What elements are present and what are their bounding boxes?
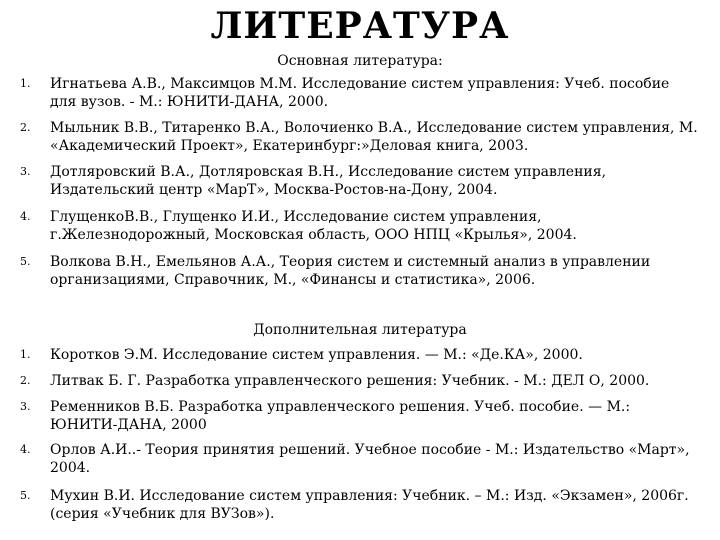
item-number: 1. bbox=[20, 348, 31, 361]
item-number: 4. bbox=[20, 443, 31, 456]
item-number: 1. bbox=[20, 77, 31, 90]
item-text: Коротков Э.М. Исследование систем управления. — М.: «Де.КА», 2000. bbox=[50, 347, 583, 363]
item-number: 2. bbox=[20, 121, 31, 134]
item-text: Литвак Б. Г. Разработка управленческого решения: Учебник. - М.: ДЕЛ О, 2000. bbox=[50, 373, 650, 389]
page-title: ЛИТЕРАТУРА bbox=[210, 5, 510, 47]
item-text: Волкова В.Н., Емельянов А.А., Теория систем и системный анализ в управлении организациями, Справочник, М., «Финансы и статистика», 2006. bbox=[50, 254, 651, 288]
item-number: 2. bbox=[20, 374, 31, 387]
main-literature-heading: Основная литература: bbox=[277, 53, 443, 69]
item-number: 5. bbox=[20, 255, 31, 268]
item-text: Ременников В.Б. Разработка управленческого решения. Учеб. пособие. — М.: ЮНИТИ-ДАНА, 2000 bbox=[50, 399, 631, 433]
item-text: Мыльник В.В., Титаренко В.А., Волочиенко В.А., Исследование систем управления, М. «Академический Проект», Екатеринбург:»Деловая книга, 2003. bbox=[50, 120, 698, 154]
item-number: 5. bbox=[20, 489, 31, 502]
item-number: 3. bbox=[20, 165, 31, 178]
item-text: Орлов А.И..- Теория принятия решений. Учебное пособие - М.: Издательство «Март», 2004. bbox=[50, 442, 690, 476]
item-text: Мухин В.И. Исследование систем управления: Учебник. – М.: Изд. «Экзамен», 2006г. (серия «Учебник для ВУЗов»). bbox=[50, 488, 689, 522]
item-text: Игнатьева А.В., Максимцов М.М. Исследование систем управления: Учеб. пособие для вузов. - М.: ЮНИТИ-ДАНА, 2000. bbox=[50, 76, 670, 110]
item-text: ГлущенкоВ.В., Глущенко И.И., Исследование систем управления, г.Железнодорожный, Московская область, ООО НПЦ «Крылья», 2004. bbox=[50, 209, 577, 243]
item-number: 3. bbox=[20, 400, 31, 413]
additional-literature-heading: Дополнительная литература bbox=[253, 322, 467, 338]
item-number: 4. bbox=[20, 210, 31, 223]
item-text: Дотляровский В.А., Дотляровская В.Н., Исследование систем управления, Издательский центр «МарТ», Москва-Ростов-на-Дону, 2004. bbox=[50, 164, 607, 198]
